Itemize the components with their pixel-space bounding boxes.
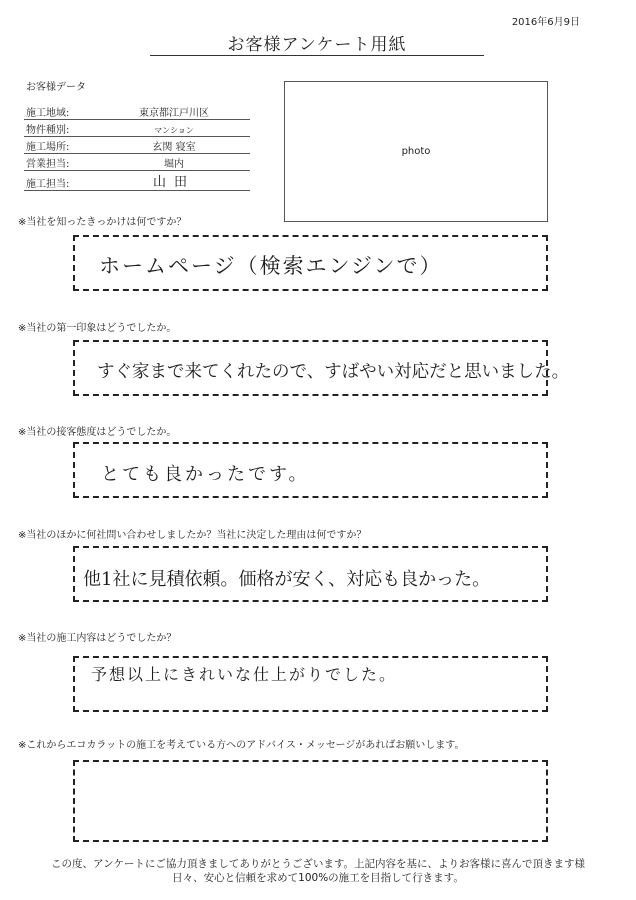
- customer-row-label: 物件種別:: [24, 120, 98, 137]
- customer-row-location: [24, 137, 250, 154]
- answer-box-3: [73, 442, 548, 498]
- question-6: ※これからエコカラットの施工を考えている方へのアドバイス・メッセージがあればお願いします。: [18, 740, 465, 751]
- customer-row-sales-rep: [24, 154, 250, 171]
- customer-row-value: 玄関 寝室: [98, 137, 250, 154]
- answer-text-3: とても良かったです。: [101, 464, 310, 485]
- customer-row-property-type: [24, 120, 250, 137]
- question-1: ※当社を知ったきっかけは何ですか？: [18, 217, 187, 228]
- customer-row-label: 施工場所:: [24, 137, 98, 154]
- footer-message-line-2: 日々、安心と信頼を求めて100%の施工を目指して行きます。: [172, 872, 464, 884]
- answer-box-6: [73, 760, 548, 842]
- answer-text-4: 他1社に見積依頼。価格が安く、対応も良かった。: [83, 569, 491, 590]
- survey-date: 2016年6月9日: [511, 17, 580, 28]
- photo-label: photo: [401, 146, 431, 157]
- question-3: ※当社の接客態度はどうでしたか。: [18, 427, 177, 438]
- customer-row-value: 堀内: [98, 154, 250, 171]
- answer-box-5: [73, 656, 548, 712]
- customer-data-table: [24, 103, 250, 191]
- answer-box-4: [73, 546, 548, 602]
- customer-row-label: 施工担当:: [24, 171, 98, 191]
- answer-text-2: すぐ家まで来てくれたので、すばやい対応だと思いました。: [97, 362, 570, 382]
- answer-box-1: [73, 235, 548, 291]
- page-title: お客様アンケート用紙: [227, 35, 407, 55]
- question-2: ※当社の第一印象はどうでしたか。: [18, 323, 177, 334]
- answer-text-1: ホームページ（検索エンジンで）: [99, 254, 443, 278]
- customer-row-area: [24, 103, 250, 120]
- question-5: ※当社の施工内容はどうでしたか？: [18, 633, 177, 644]
- customer-row-label: 施工地域:: [24, 103, 98, 120]
- answer-text-5: 予想以上にきれいな仕上がりでした。: [91, 665, 398, 684]
- title-underline: [150, 55, 484, 56]
- answer-box-2: [73, 340, 570, 396]
- customer-row-value: 山田: [98, 171, 250, 191]
- question-4: ※当社のほかに何社問い合わせしましたか？当社に決定した理由は何ですか？: [18, 530, 367, 541]
- customer-row-value: 東京都江戸川区: [98, 103, 250, 120]
- footer-message-line-1: この度、アンケートにご協力頂きましてありがとうございます。上記内容を基に、よりお客様に喜んで頂きます様: [50, 858, 586, 870]
- customer-row-label: 営業担当:: [24, 154, 98, 171]
- customer-data-heading: お客様データ: [26, 82, 86, 93]
- customer-row-installer: [24, 171, 250, 191]
- customer-row-value: マンション: [98, 120, 250, 137]
